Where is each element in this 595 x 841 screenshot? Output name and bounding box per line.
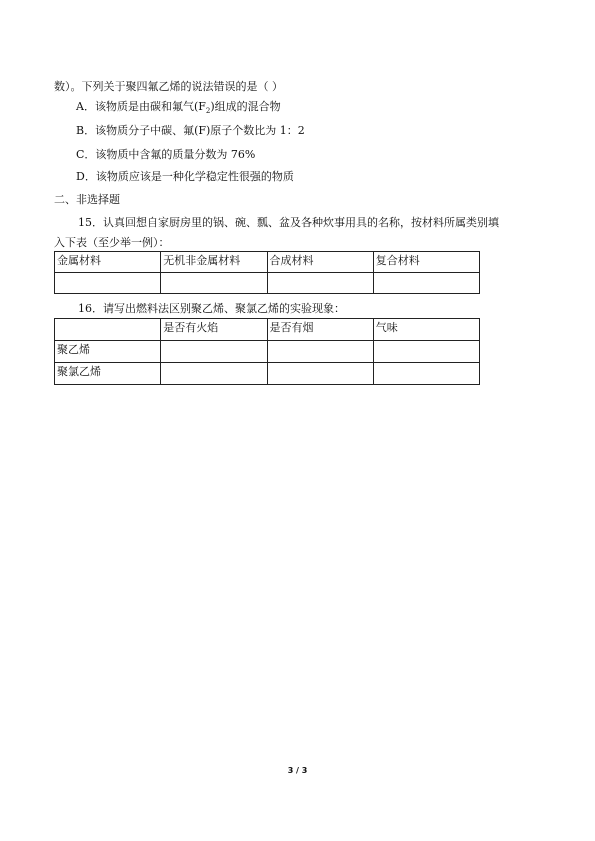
answer-cell[interactable] xyxy=(267,341,373,363)
table-row xyxy=(55,319,480,341)
option-a xyxy=(76,100,281,114)
table-row xyxy=(55,273,480,294)
option-a-subscript: 2 xyxy=(205,107,211,116)
option-b: B．该物质分子中碳、氟(F)原子个数比为 1：2 xyxy=(76,124,305,137)
header-cell: 金属材料 xyxy=(55,252,161,273)
question-15-line1: 15．认真回想自家厨房里的锅、碗、瓢、盆及各种炊事用具的名称，按材料所属类别填 xyxy=(78,216,499,229)
question-16-text: 16．请写出燃料法区别聚乙烯、聚氯乙烯的实验现象： xyxy=(78,302,345,315)
option-a-text: A．该物质是由碳和氟气(F xyxy=(76,100,206,113)
materials-table xyxy=(54,251,480,294)
table-row xyxy=(55,252,480,273)
row-label: 聚氯乙烯 xyxy=(55,363,161,385)
question-14-stem: 数）。下列关于聚四氟乙烯的说法错误的是（ ） xyxy=(54,80,283,93)
question-15-line2: 入下表（至少举一例）： xyxy=(54,236,170,249)
answer-cell[interactable] xyxy=(55,273,161,294)
answer-cell[interactable] xyxy=(373,341,479,363)
header-cell: 复合材料 xyxy=(373,252,479,273)
header-cell: 是否有火焰 xyxy=(161,319,267,341)
answer-cell[interactable] xyxy=(267,273,373,294)
header-cell: 无机非金属材料 xyxy=(161,252,267,273)
answer-cell[interactable] xyxy=(161,341,267,363)
answer-cell[interactable] xyxy=(373,363,479,385)
page-number: 3 / 3 xyxy=(287,766,308,775)
table-row xyxy=(55,341,480,363)
table-row xyxy=(55,363,480,385)
header-cell xyxy=(55,319,161,341)
answer-cell[interactable] xyxy=(161,363,267,385)
option-c: C．该物质中含氟的质量分数为 76% xyxy=(76,148,256,161)
header-cell: 合成材料 xyxy=(267,252,373,273)
section-title: 二、非选择题 xyxy=(54,193,120,206)
answer-cell[interactable] xyxy=(267,363,373,385)
row-label: 聚乙烯 xyxy=(55,341,161,363)
option-a-rest: )组成的混合物 xyxy=(210,100,281,113)
option-d: D．该物质应该是一种化学稳定性很强的物质 xyxy=(76,170,294,183)
header-cell: 气味 xyxy=(373,319,479,341)
combustion-table xyxy=(54,318,480,385)
answer-cell[interactable] xyxy=(161,273,267,294)
answer-cell[interactable] xyxy=(373,273,479,294)
header-cell: 是否有烟 xyxy=(267,319,373,341)
